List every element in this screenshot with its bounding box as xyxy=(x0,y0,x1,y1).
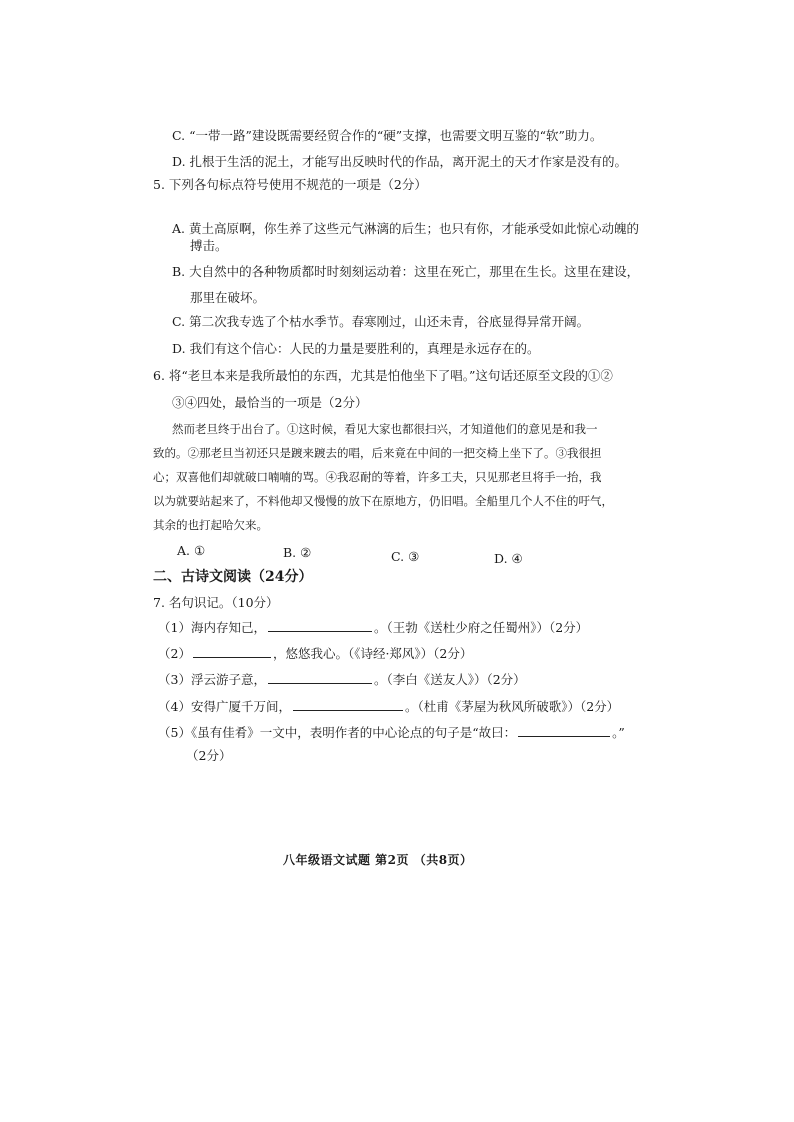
q6-option-b: B. ② xyxy=(283,545,312,560)
q7-item-3 xyxy=(158,672,526,688)
q4-option-d: D. 扎根于生活的泥土，才能写出反映时代的作品，离开泥土的天才作家是没有的。 xyxy=(172,154,628,169)
answer-blank[interactable] xyxy=(268,672,372,684)
q6-passage-line: 以为就要站起来了，不料他却又慢慢的放下在原地方，仍旧唱。全船里几个人不住的吁气， xyxy=(153,494,613,508)
q5-option-b-cont: 那里在破坏。 xyxy=(190,290,266,305)
q7-item-4-text: （4）安得广厦千万间， xyxy=(158,699,291,714)
q5-option-a-cont: 搏击。 xyxy=(190,238,228,253)
answer-blank[interactable] xyxy=(518,725,610,737)
q7-item-1-source: 。（王勃《送杜少府之任蜀州》）（2分） xyxy=(373,620,589,635)
q4-option-c: C. “一带一路”建设既需要经贸合作的“硬”支撑，也需要文明互鉴的“软”助力。 xyxy=(172,128,603,143)
q6-passage-line: 其余的也打起哈欠来。 xyxy=(153,518,268,532)
q7-item-3-text: （3）浮云游子意， xyxy=(158,672,266,687)
answer-blank[interactable] xyxy=(193,646,271,658)
q7-item-4 xyxy=(158,699,619,715)
q7-item-2-source: ，悠悠我心。（《诗经·郑风》）（2分） xyxy=(272,646,473,661)
q6-stem-cont: ③④四处，最恰当的一项是（2分） xyxy=(172,395,368,410)
q6-stem: 6. 将“老旦本来是我所最怕的东西，尤其是怕他坐下了唱。”这句话还原至文段的①② xyxy=(153,368,613,383)
q7-item-3-source: 。（李白《送友人》）（2分） xyxy=(373,672,526,687)
q7-item-4-source: 。（杜甫《茅屋为秋风所破歌》）（2分） xyxy=(404,699,620,714)
q6-option-d: D. ④ xyxy=(494,551,523,566)
q7-item-1 xyxy=(158,620,588,636)
q5-option-b: B. 大自然中的各种物质都时时刻刻运动着：这里在死亡，那里在生长。这里在建设， xyxy=(172,264,640,279)
q5-stem: 5. 下列各句标点符号使用不规范的一项是（2分） xyxy=(153,177,427,192)
q7-stem: 7. 名句识记。（10分） xyxy=(153,595,279,610)
q7-item-5-score: （2分） xyxy=(186,748,232,763)
answer-blank[interactable] xyxy=(293,699,403,711)
q5-option-c: C. 第二次我专选了个枯水季节。春寒刚过，山还未青，谷底显得异常开阔。 xyxy=(172,314,590,329)
q5-option-d: D. 我们有这个信心：人民的力量是要胜利的，真理是永远存在的。 xyxy=(172,341,540,356)
q6-option-c: C. ③ xyxy=(391,549,420,564)
q7-item-2-text: （2） xyxy=(158,646,191,661)
q7-item-5 xyxy=(158,725,625,741)
q6-passage-line: 心；双喜他们却就破口喃喃的骂。④我忍耐的等着，许多工夫，只见那老旦将手一抬，我 xyxy=(153,470,602,484)
q7-item-5-text: （5）《虽有佳肴》一文中，表明作者的中心论点的句子是“故曰： xyxy=(158,725,517,740)
q7-item-2 xyxy=(158,646,472,662)
q6-option-a: A. ① xyxy=(177,543,206,558)
q6-passage-line: 然而老旦终于出台了。①这时候，看见大家也都很扫兴，才知道他们的意见是和我一 xyxy=(172,422,598,436)
q6-passage-line: 致的。②那老旦当初还只是踱来踱去的唱，后来竟在中间的一把交椅上坐下了。③我很担 xyxy=(153,446,602,460)
q7-item-5-end: 。” xyxy=(612,725,625,740)
q5-option-a: A. 黄土高原啊，你生养了这些元气淋漓的后生；也只有你，才能承受如此惊心动魄的 xyxy=(172,221,639,236)
q7-item-1-text: （1）海内存知己， xyxy=(158,620,266,635)
section-heading: 二、古诗文阅读（24分） xyxy=(153,569,313,585)
answer-blank[interactable] xyxy=(268,620,372,632)
page-footer: 八年级语文试题 第2页 （共8页） xyxy=(283,853,473,867)
